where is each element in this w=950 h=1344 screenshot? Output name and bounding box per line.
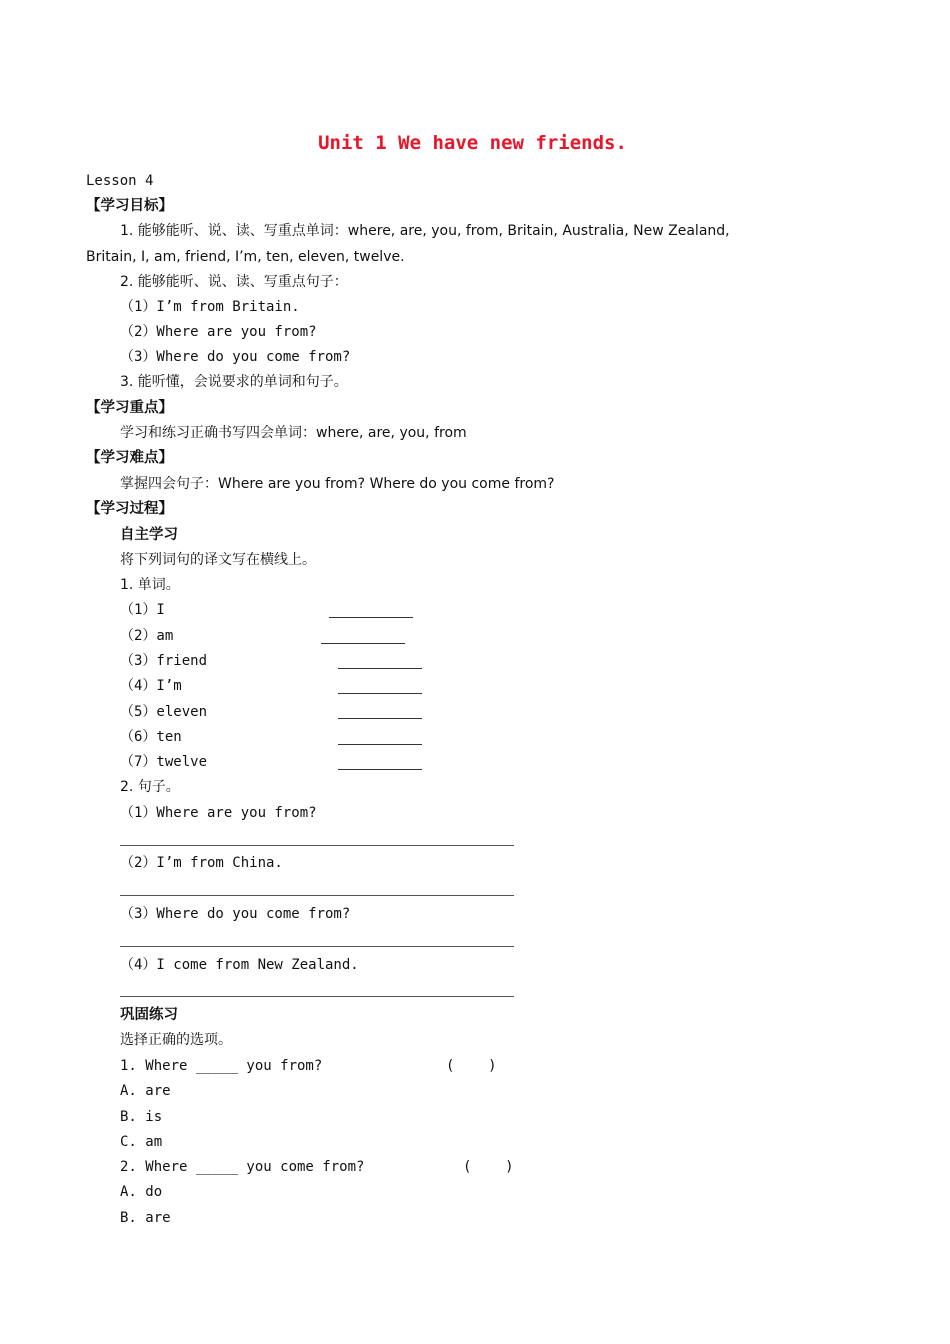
answer-blank[interactable] (329, 617, 413, 618)
sentence-item: （3）Where do you come from? (120, 906, 351, 922)
word-item: （6）ten (120, 729, 182, 745)
question-2-option: B. are (120, 1210, 171, 1226)
sentence-item: （4）I come from New Zealand. (120, 957, 359, 973)
difficulties-text: 掌握四会句子：Where are you from? Where do you come from? (120, 476, 555, 492)
self-study-heading: 自主学习 (120, 527, 178, 543)
goal-1-line-2: Britain, I, am, friend, I’m, ten, eleven, twelve. (86, 249, 405, 265)
word-item: （7）twelve (120, 754, 208, 770)
answer-line[interactable] (120, 996, 514, 997)
goal-2: 2. 能够能听、说、读、写重点句子： (120, 274, 348, 290)
answer-blank[interactable] (338, 718, 422, 719)
sentences-heading: 2. 句子。 (120, 779, 180, 795)
document-title: Unit 1 We have new friends. (318, 132, 627, 154)
answer-blank[interactable] (338, 693, 422, 694)
answer-line[interactable] (120, 946, 514, 947)
answer-blank[interactable] (338, 744, 422, 745)
answer-blank[interactable] (338, 668, 422, 669)
sentence-item: （1）Where are you from? (120, 805, 317, 821)
question-1-option: C. am (120, 1134, 163, 1150)
practice-heading: 巩固练习 (120, 1007, 178, 1023)
answer-line[interactable] (120, 895, 514, 896)
question-1-answer-parentheses[interactable]: ( ) (446, 1058, 497, 1074)
question-1: 1. Where _____ you from? (120, 1058, 323, 1074)
question-2-answer-parentheses[interactable]: ( ) (463, 1159, 514, 1175)
question-2-option: A. do (120, 1184, 163, 1200)
question-2: 2. Where _____ you come from? (120, 1159, 365, 1175)
process-heading: 【学习过程】 (86, 501, 173, 517)
word-item: （1）I (120, 602, 165, 618)
translate-instruction: 将下列词句的译文写在横线上。 (120, 552, 316, 568)
lesson-label: Lesson 4 (86, 173, 154, 189)
sentence-item: （2）I’m from China. (120, 855, 283, 871)
word-item: （4）I’m (120, 678, 182, 694)
goal-3: 3. 能听懂，会说要求的单词和句子。 (120, 374, 348, 390)
question-1-option: B. is (120, 1109, 163, 1125)
answer-line[interactable] (120, 845, 514, 846)
answer-blank[interactable] (338, 769, 422, 770)
answer-blank[interactable] (321, 643, 405, 644)
goal-1-line-1: 1. 能够能听、说、读、写重点单词：where, are, you, from, Britain, Australia, New Zealand, (120, 223, 730, 239)
practice-instruction: 选择正确的选项。 (120, 1032, 232, 1048)
key-points-heading: 【学习重点】 (86, 400, 173, 416)
word-item: （2）am (120, 628, 174, 644)
question-1-option: A. are (120, 1083, 171, 1099)
goal-2-sentence-2: （2）Where are you from? (120, 324, 317, 340)
word-item: （5）eleven (120, 704, 208, 720)
key-points-text: 学习和练习正确书写四会单词：where, are, you, from (120, 425, 467, 441)
word-item: （3）friend (120, 653, 208, 669)
difficulties-heading: 【学习难点】 (86, 450, 173, 466)
goals-heading: 【学习目标】 (86, 198, 173, 214)
words-heading: 1. 单词。 (120, 577, 180, 593)
goal-2-sentence-3: （3）Where do you come from? (120, 349, 351, 365)
goal-2-sentence-1: （1）I’m from Britain. (120, 299, 300, 315)
